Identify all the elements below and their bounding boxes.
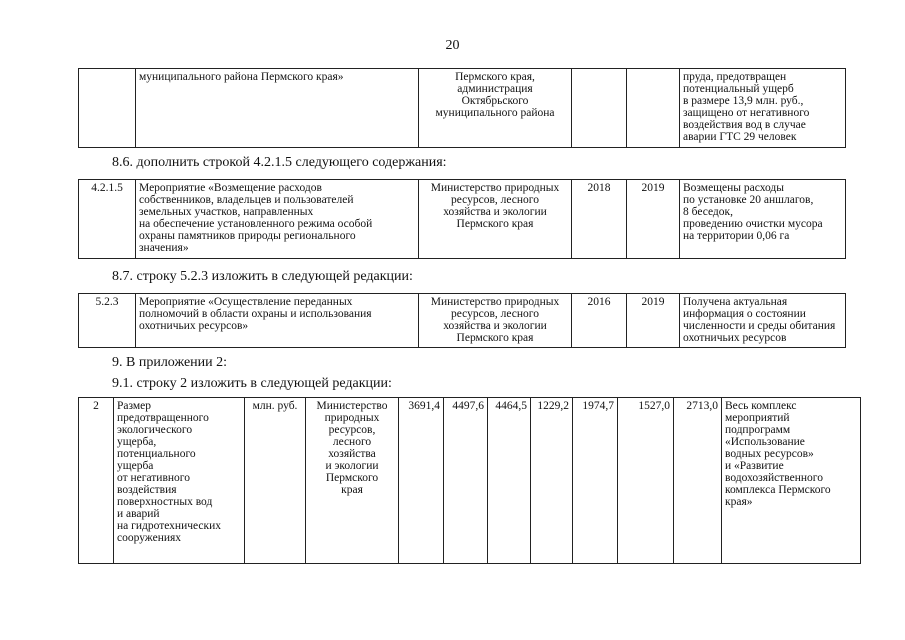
cell-end-year <box>627 69 680 148</box>
cell-activity-name: Мероприятие «Осуществление переданных полномочий в области охраны и использования охотничьих ресурсов» <box>136 294 419 348</box>
cell-executor: Министерство природных ресурсов, лесного хозяйства и экологии Пермского края <box>419 294 572 348</box>
table-row-5-2-3 <box>78 293 846 348</box>
table-row <box>79 69 846 148</box>
cell-executor: Министерство природных ресурсов, лесного хозяйства и экологии Пермского края <box>306 398 399 564</box>
cell-number: 5.2.3 <box>79 294 136 348</box>
paragraph-9-1: 9.1. строку 2 изложить в следующей редакции: <box>112 376 392 391</box>
paragraph-9: 9. В приложении 2: <box>112 355 228 370</box>
paragraph-8-6: 8.6. дополнить строкой 4.2.1.5 следующего содержания: <box>112 155 447 170</box>
cell-value-4: 1229,2 <box>531 398 573 564</box>
table-row <box>79 180 846 259</box>
cell-indicator: Размер предотвращенного экологического ущерба, потенциального ущерба от негативного воздействия поверхностных вод и аварий на гидротехнических сооружениях <box>114 398 245 564</box>
cell-value-2: 4497,6 <box>444 398 488 564</box>
cell-value-3: 4464,5 <box>488 398 531 564</box>
table-appendix-2-row-2 <box>78 397 861 564</box>
cell-number: 2 <box>79 398 114 564</box>
cell-number <box>79 69 136 148</box>
cell-activity-name: Мероприятие «Возмещение расходов собственников, владельцев и пользователей земельных участков, направленных на обеспечение установленного режима особой охраны памятников природы регионального значения» <box>136 180 419 259</box>
table-row <box>79 398 861 564</box>
table-continuation <box>78 68 846 148</box>
cell-end-year: 2019 <box>627 294 680 348</box>
cell-result: Получена актуальная информация о состоянии численности и среды обитания охотничьих ресурсов <box>680 294 846 348</box>
cell-result: пруда, предотвращен потенциальный ущерб в размере 13,9 млн. руб., защищено от негативного воздействия вод в случае аварии ГТС 29 человек <box>680 69 846 148</box>
cell-executor: Пермского края, администрация Октябрьского муниципального района <box>419 69 572 148</box>
cell-start-year: 2016 <box>572 294 627 348</box>
cell-number: 4.2.1.5 <box>79 180 136 259</box>
cell-unit: млн. руб. <box>245 398 306 564</box>
cell-value-5: 1974,7 <box>573 398 618 564</box>
cell-end-year: 2019 <box>627 180 680 259</box>
page-number: 20 <box>445 38 460 53</box>
cell-note: Весь комплекс мероприятий подпрограмм «Использование водных ресурсов» и «Развитие водохозяйственного комплекса Пермского края» <box>722 398 861 564</box>
cell-value-7: 2713,0 <box>674 398 722 564</box>
cell-executor: Министерство природных ресурсов, лесного хозяйства и экологии Пермского края <box>419 180 572 259</box>
cell-start-year <box>572 69 627 148</box>
cell-value-6: 1527,0 <box>618 398 674 564</box>
cell-value-1: 3691,4 <box>399 398 444 564</box>
cell-activity-name: муниципального района Пермского края» <box>136 69 419 148</box>
table-row <box>79 294 846 348</box>
cell-start-year: 2018 <box>572 180 627 259</box>
paragraph-8-7: 8.7. строку 5.2.3 изложить в следующей редакции: <box>112 269 413 284</box>
cell-result: Возмещены расходы по установке 20 аншлагов, 8 беседок, проведению очистки мусора на территории 0,06 га <box>680 180 846 259</box>
table-row-4-2-1-5 <box>78 179 846 259</box>
